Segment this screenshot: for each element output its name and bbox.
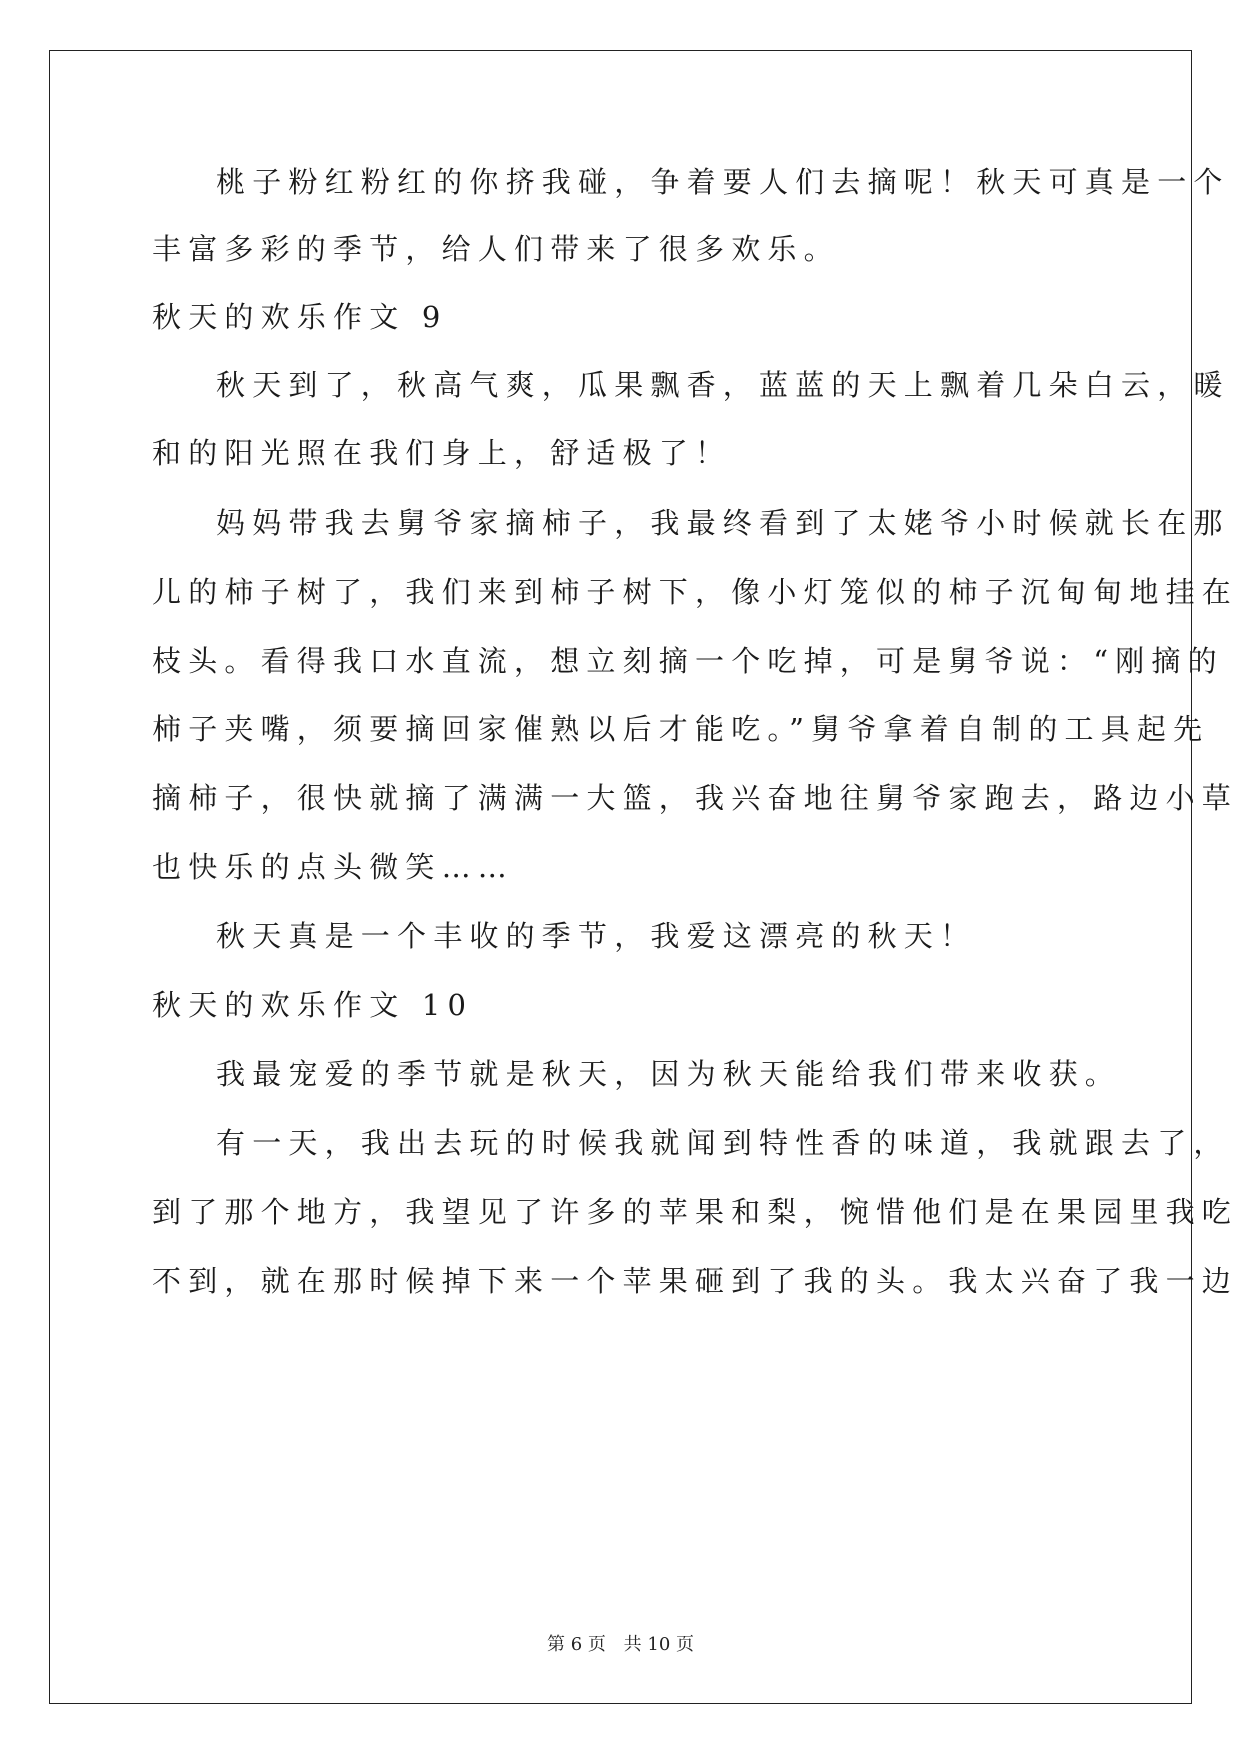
paragraph-line: 有一天，我出去玩的时候我就闻到特性香的味道，我就跟去了， xyxy=(216,1126,1230,1160)
paragraph-line: 儿的柿子树了，我们来到柿子树下，像小灯笼似的柿子沉甸甸地挂在 xyxy=(152,575,1239,609)
paragraph-line: 也快乐的点头微笑…… xyxy=(152,850,515,884)
paragraph-line: 桃子粉红粉红的你挤我碰，争着要人们去摘呢！秋天可真是一个 xyxy=(216,165,1230,199)
page-footer xyxy=(0,1630,1241,1656)
section-heading: 秋天的欢乐作文 10 xyxy=(152,988,474,1022)
paragraph-line: 丰富多彩的季节，给人们带来了很多欢乐。 xyxy=(152,232,840,266)
paragraph-line: 摘柿子，很快就摘了满满一大篮，我兴奋地往舅爷家跑去，路边小草 xyxy=(152,781,1239,815)
paragraph-line: 妈妈带我去舅爷家摘柿子，我最终看到了太姥爷小时候就长在那 xyxy=(216,506,1230,540)
paragraph-line: 不到，就在那时候掉下来一个苹果砸到了我的头。我太兴奋了我一边 xyxy=(152,1264,1239,1298)
paragraph-line: 秋天真是一个丰收的季节，我爱这漂亮的秋天！ xyxy=(216,919,977,953)
page-total: 共 10 页 xyxy=(623,1634,694,1655)
paragraph-line: 柿子夹嘴，须要摘回家催熟以后才能吃。”舅爷拿着自制的工具起先 xyxy=(152,712,1210,746)
page-number: 第 6 页 xyxy=(547,1634,606,1655)
paragraph-line: 我最宠爱的季节就是秋天，因为秋天能给我们带来收获。 xyxy=(216,1057,1122,1091)
paragraph-line: 到了那个地方，我望见了许多的苹果和梨，惋惜他们是在果园里我吃 xyxy=(152,1195,1239,1229)
paragraph-line: 枝头。看得我口水直流，想立刻摘一个吃掉，可是舅爷说：“刚摘的 xyxy=(152,644,1224,678)
paragraph-line: 和的阳光照在我们身上，舒适极了！ xyxy=(152,436,732,470)
paragraph-line: 秋天到了，秋高气爽，瓜果飘香，蓝蓝的天上飘着几朵白云，暖 xyxy=(216,368,1230,402)
section-heading: 秋天的欢乐作文 9 xyxy=(152,300,448,334)
